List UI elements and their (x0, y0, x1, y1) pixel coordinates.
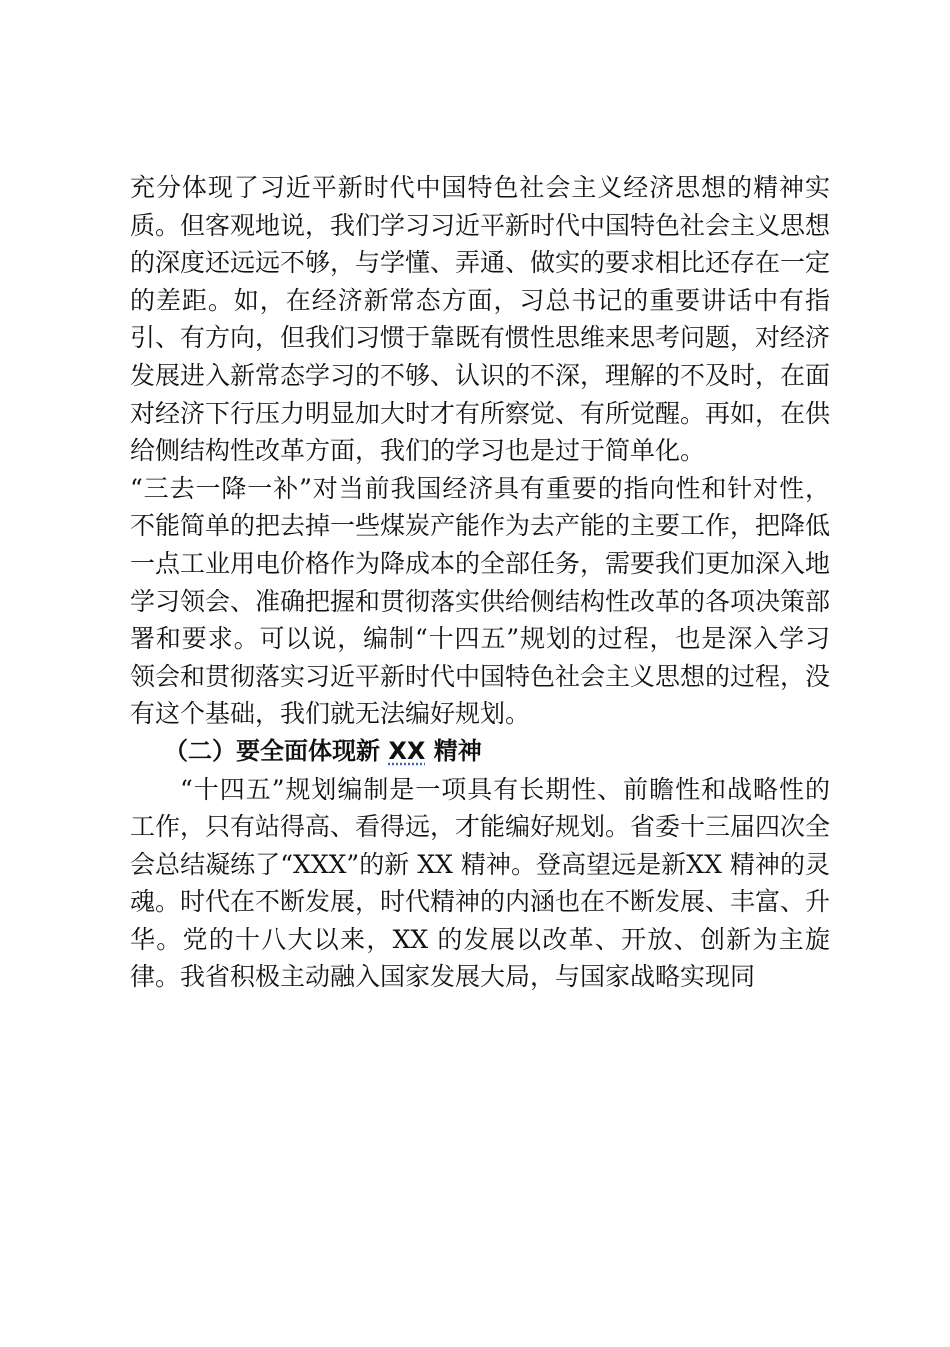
document-body (130, 169, 830, 996)
paragraph-continuation: 充分体现了习近平新时代中国特色社会主义经济思想的精神实质。但客观地说，我们学习习近平新时代中国特色社会主义思想的深度还远远不够，与学懂、弄通、做实的要求相比还存在一定的差距。如，在经济新常态方面，习总书记的重要讲话中有指引、有方向，但我们习惯于靠既有惯性思维来思考问题，对经济发展进入新常态学习的不够、认识的不深，理解的不及时，在面对经济下行压力明显加大时才有所察觉、有所觉醒。再如，在供给侧结构性改革方面，我们的学习也是过于简单化。 (130, 173, 831, 466)
paragraph-sanqu-yijiang-yibu: “三去一降一补”对当前我国经济具有重要的指向性和针对性，不能简单的把去掉一些煤炭产能作为去产能的主要工作，把降低一点工业用电价格作为降成本的全部任务，需要我们更加深入地学习领会、准确把握和贯彻落实供给侧结构性改革的各项决策部署和要求。可以说，编制“十四五”规划的过程，也是深入学习领会和贯彻落实习近平新时代中国特色社会主义思想的过程，没有这个基础，我们就无法编好规划。 (130, 473, 831, 729)
heading-prefix: （二）要全面体现新 (164, 736, 389, 765)
heading-xx-placeholder: XX (388, 736, 426, 765)
heading-suffix: 精神 (425, 736, 482, 765)
section-heading (130, 733, 830, 771)
paragraph-fourteenth-five-year: “十四五”规划编制是一项具有长期性、前瞻性和战略性的工作，只有站得高、看得远，才能编好规划。省委十三届四次全会总结凝练了“XXX”的新 XX 精神。登高望远是新XX 精神的灵魂。时代在不断发展，时代精神的内涵也在不断发展、丰富、升华。党的十八大以来，XX 的发展以改革、开放、创新为主旋律。我省积极主动融入国家发展大局，与国家战略实现同 (130, 774, 831, 992)
